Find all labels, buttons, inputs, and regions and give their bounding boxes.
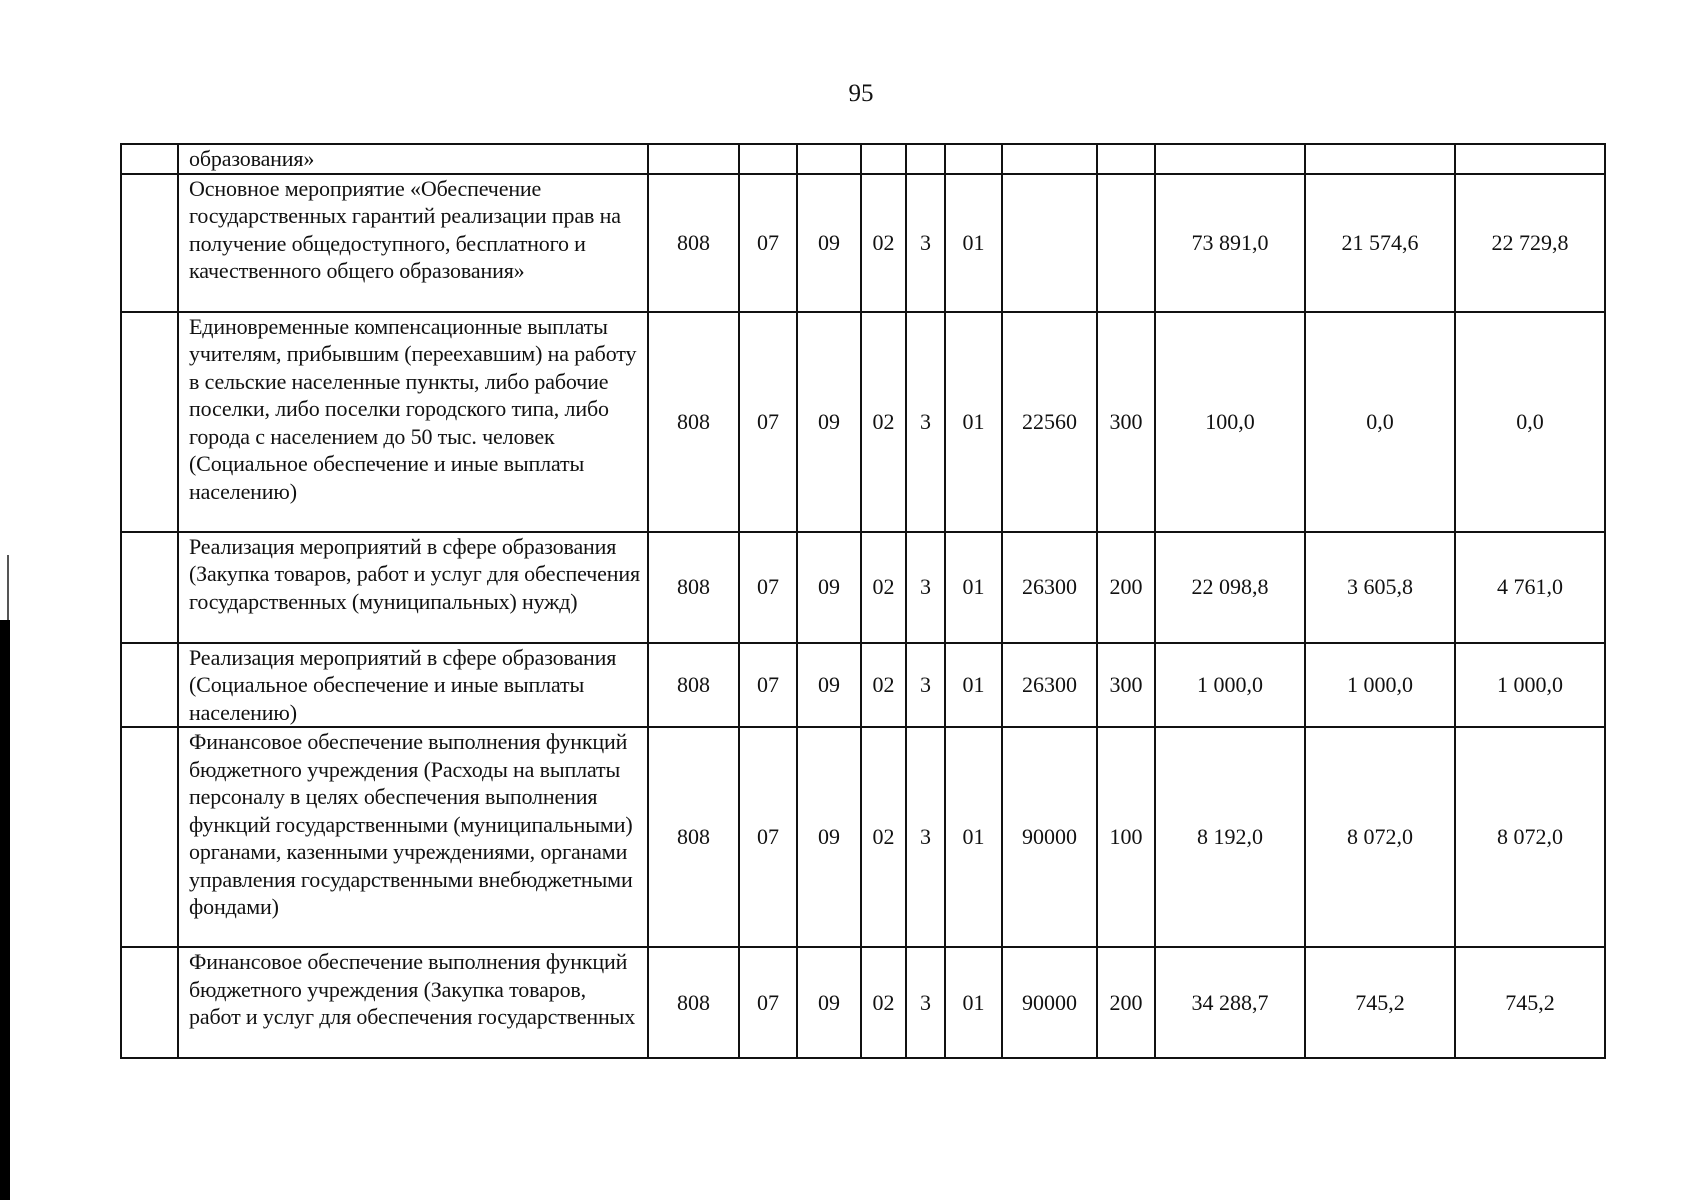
subsection-cell: 09 (797, 174, 861, 312)
direction-cell (1002, 174, 1097, 312)
subsection-cell: 09 (797, 312, 861, 532)
item-name-cell: Основное мероприятие «Обеспечение государственных гарантий реализации прав на получение общедоступного, бесплатного и качественного общего образования» (178, 174, 648, 312)
year1-amount-cell: 100,0 (1155, 312, 1305, 532)
section-cell: 07 (739, 532, 797, 643)
item-name-cell: Финансовое обеспечение выполнения функций бюджетного учреждения (Расходы на выплаты персоналу в целях обеспечения выполнения функций государственными (муниципальными) органами, казенными учреждениями, органами управления государственными внебюджетными фондами) (178, 727, 648, 947)
expense-type-cell (1097, 144, 1155, 174)
table-body (121, 144, 1605, 1058)
table-row (121, 532, 1605, 643)
program-cell: 02 (861, 312, 906, 532)
section-cell: 07 (739, 312, 797, 532)
row-index-cell (121, 727, 178, 947)
item-name-cell: Реализация мероприятий в сфере образования (Закупка товаров, работ и услуг для обеспечения государственных (муниципальных) нужд) (178, 532, 648, 643)
item-name-cell: образования» (178, 144, 648, 174)
year1-amount-cell: 34 288,7 (1155, 947, 1305, 1058)
direction-cell: 26300 (1002, 643, 1097, 728)
expense-type-cell: 200 (1097, 947, 1155, 1058)
admin-code-cell: 808 (648, 532, 739, 643)
year1-amount-cell: 1 000,0 (1155, 643, 1305, 728)
year1-amount-cell (1155, 144, 1305, 174)
subprogram-type-cell: 3 (906, 947, 945, 1058)
direction-cell (1002, 144, 1097, 174)
scan-edge-mark-thin (7, 555, 9, 625)
program-cell (861, 144, 906, 174)
direction-cell: 26300 (1002, 532, 1097, 643)
year2-amount-cell (1305, 144, 1455, 174)
subprogram-type-cell (906, 144, 945, 174)
admin-code-cell: 808 (648, 312, 739, 532)
year1-amount-cell: 22 098,8 (1155, 532, 1305, 643)
subprogram-type-cell: 3 (906, 727, 945, 947)
expense-type-cell: 100 (1097, 727, 1155, 947)
admin-code-cell: 808 (648, 727, 739, 947)
table-row (121, 174, 1605, 312)
row-index-cell (121, 144, 178, 174)
direction-cell: 90000 (1002, 947, 1097, 1058)
item-name-cell: Единовременные компенсационные выплаты учителям, прибывшим (переехавшим) на работу в сельские населенные пункты, либо рабочие поселки, либо поселки городского типа, либо города с населением до 50 тыс. человек (Социальное обеспечение и иные выплаты населению) (178, 312, 648, 532)
event-cell: 01 (945, 174, 1002, 312)
direction-cell: 22560 (1002, 312, 1097, 532)
year3-amount-cell: 22 729,8 (1455, 174, 1605, 312)
year3-amount-cell: 4 761,0 (1455, 532, 1605, 643)
scan-edge-mark (0, 620, 10, 1200)
section-cell: 07 (739, 643, 797, 728)
year1-amount-cell: 8 192,0 (1155, 727, 1305, 947)
expense-type-cell: 200 (1097, 532, 1155, 643)
subsection-cell (797, 144, 861, 174)
program-cell: 02 (861, 947, 906, 1058)
admin-code-cell (648, 144, 739, 174)
year2-amount-cell: 1 000,0 (1305, 643, 1455, 728)
event-cell (945, 144, 1002, 174)
subsection-cell: 09 (797, 643, 861, 728)
admin-code-cell: 808 (648, 174, 739, 312)
year2-amount-cell: 8 072,0 (1305, 727, 1455, 947)
subprogram-type-cell: 3 (906, 174, 945, 312)
program-cell: 02 (861, 727, 906, 947)
section-cell (739, 144, 797, 174)
event-cell: 01 (945, 312, 1002, 532)
expense-type-cell: 300 (1097, 312, 1155, 532)
year1-amount-cell: 73 891,0 (1155, 174, 1305, 312)
program-cell: 02 (861, 174, 906, 312)
subsection-cell: 09 (797, 727, 861, 947)
event-cell: 01 (945, 727, 1002, 947)
program-cell: 02 (861, 643, 906, 728)
admin-code-cell: 808 (648, 643, 739, 728)
year3-amount-cell: 745,2 (1455, 947, 1605, 1058)
section-cell: 07 (739, 947, 797, 1058)
expense-type-cell (1097, 174, 1155, 312)
subprogram-type-cell: 3 (906, 532, 945, 643)
year2-amount-cell: 3 605,8 (1305, 532, 1455, 643)
subprogram-type-cell: 3 (906, 312, 945, 532)
row-index-cell (121, 532, 178, 643)
row-index-cell (121, 947, 178, 1058)
event-cell: 01 (945, 947, 1002, 1058)
direction-cell: 90000 (1002, 727, 1097, 947)
table-row (121, 643, 1605, 728)
event-cell: 01 (945, 532, 1002, 643)
table-row (121, 144, 1605, 174)
budget-table (120, 143, 1606, 1059)
item-name-cell: Финансовое обеспечение выполнения функций бюджетного учреждения (Закупка товаров, работ и услуг для обеспечения государственных (178, 947, 648, 1058)
page-number: 95 (848, 80, 874, 107)
row-index-cell (121, 312, 178, 532)
section-cell: 07 (739, 727, 797, 947)
item-name-cell: Реализация мероприятий в сфере образования (Социальное обеспечение и иные выплаты населению) (178, 643, 648, 728)
table-row (121, 947, 1605, 1058)
table-row (121, 727, 1605, 947)
row-index-cell (121, 174, 178, 312)
admin-code-cell: 808 (648, 947, 739, 1058)
subsection-cell: 09 (797, 532, 861, 643)
year3-amount-cell (1455, 144, 1605, 174)
subsection-cell: 09 (797, 947, 861, 1058)
year2-amount-cell: 0,0 (1305, 312, 1455, 532)
row-index-cell (121, 643, 178, 728)
year3-amount-cell: 1 000,0 (1455, 643, 1605, 728)
event-cell: 01 (945, 643, 1002, 728)
table-row (121, 312, 1605, 532)
program-cell: 02 (861, 532, 906, 643)
year2-amount-cell: 745,2 (1305, 947, 1455, 1058)
subprogram-type-cell: 3 (906, 643, 945, 728)
year3-amount-cell: 0,0 (1455, 312, 1605, 532)
year3-amount-cell: 8 072,0 (1455, 727, 1605, 947)
section-cell: 07 (739, 174, 797, 312)
year2-amount-cell: 21 574,6 (1305, 174, 1455, 312)
expense-type-cell: 300 (1097, 643, 1155, 728)
